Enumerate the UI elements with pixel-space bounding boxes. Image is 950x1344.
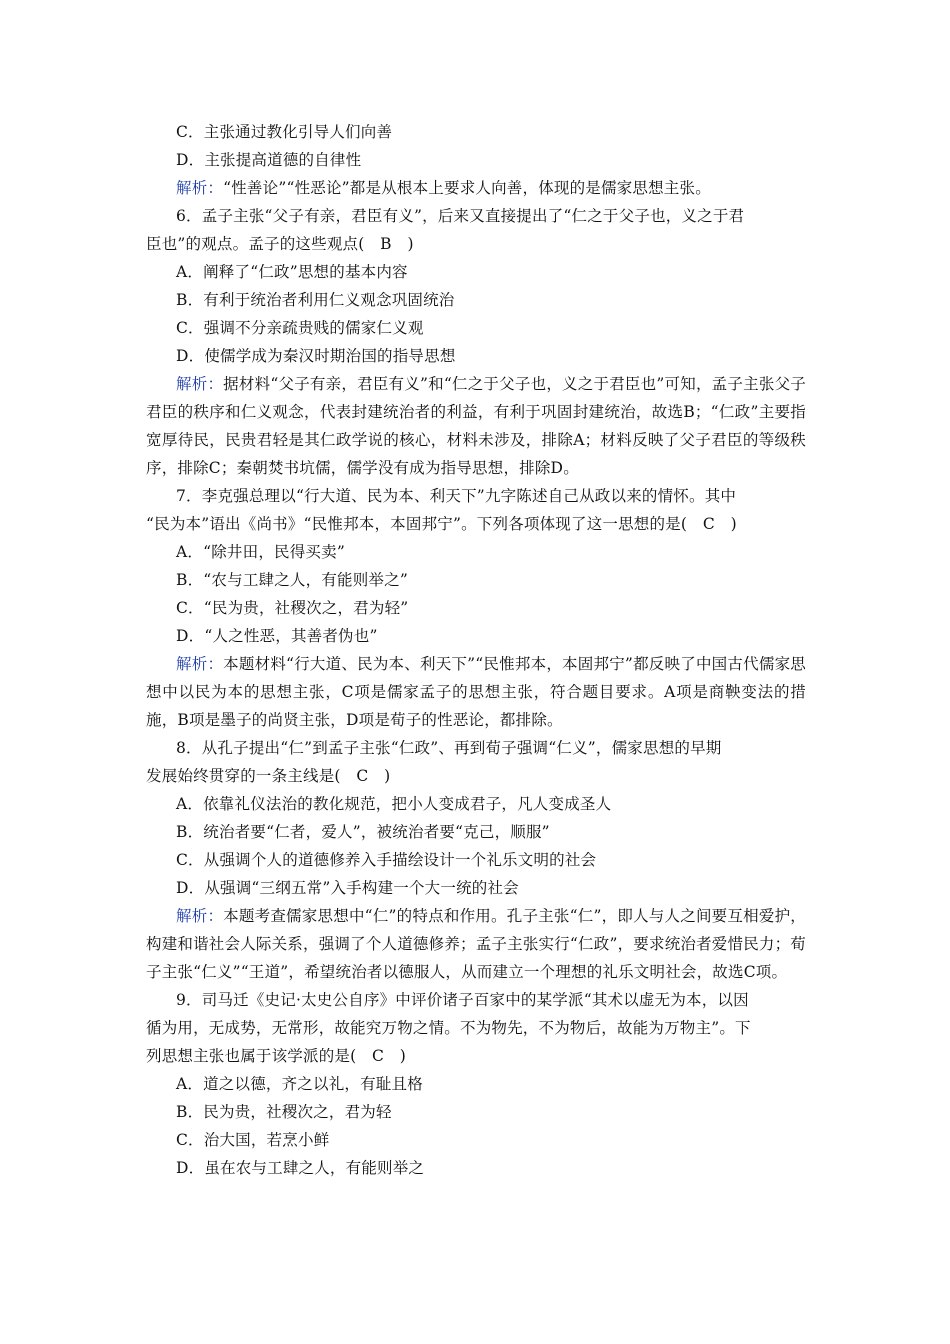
q7-option-c: C．“民为贵，社稷次之，君为轻” — [176, 599, 409, 617]
q8-option-b: B．统治者要“仁者，爱人”，被统治者要“克己，顺服” — [176, 823, 550, 841]
q6-stem-line2: 臣也”的观点。孟子的这些观点( B ) — [146, 235, 414, 253]
q8-option-c: C．从强调个人的道德修养入手描绘设计一个礼乐文明的社会 — [176, 851, 597, 869]
q5-analysis-text: “性善论”“性恶论”都是从根本上要求人向善，体现的是儒家思想主张。 — [223, 179, 711, 197]
q8-analysis-text: 本题考查儒家思想中“仁”的特点和作用。孔子主张“仁”，即人与人之间要互相爱护，构建和谐社会人际关系，强调了个人道德修养；孟子主张实行“仁政”，要求统治者爱惜民力；荀子主张“仁义”“王道”，希望统治者以德服人，从而建立一个理想的礼乐文明社会，故选C项。 — [146, 907, 806, 981]
analysis-label: 解析： — [176, 907, 224, 925]
q7-option-a: A．“除井田，民得买卖” — [176, 543, 345, 561]
q7-option-b: B．“农与工肆之人，有能则举之” — [176, 571, 408, 589]
q8-option-a: A．依靠礼仪法治的教化规范，把小人变成君子，凡人变成圣人 — [176, 795, 612, 813]
analysis-label: 解析： — [176, 655, 224, 673]
q7-analysis-text: 本题材料“行大道、民为本、利天下”“民惟邦本，本固邦宁”都反映了中国古代儒家思想中以民为本的思想主张，C项是儒家孟子的思想主张，符合题目要求。A项是商鞅变法的措施，B项是墨子的尚贤主张，D项是荀子的性恶论，都排除。 — [146, 655, 806, 729]
q5-option-c: C．主张通过教化引导人们向善 — [176, 123, 393, 141]
q7-stem-line1: 7．李克强总理以“行大道、民为本、利天下”九字陈述自己从政以来的情怀。其中 — [176, 487, 737, 505]
q7-analysis — [146, 650, 806, 734]
q9-stem-line2: 循为用，无成势，无常形，故能究万物之情。不为物先，不为物后，故能为万物主”。下 — [146, 1019, 751, 1037]
q8-analysis — [146, 902, 806, 986]
q6-stem-line1: 6．孟子主张“父子有亲，君臣有义”，后来又直接提出了“仁之于父子也，义之于君 — [176, 207, 745, 225]
q9-option-b: B．民为贵，社稷次之，君为轻 — [176, 1103, 392, 1121]
q5-option-d: D．主张提高道德的自律性 — [176, 151, 362, 169]
q6-analysis-text: 据材料“父子有亲，君臣有义”和“仁之于父子也，义之于君臣也”可知，孟子主张父子君臣的秩序和仁义观念，代表封建统治者的利益，有利于巩固封建统治，故选B；“仁政”主要指宽厚待民，民贵君轻是其仁政学说的核心，材料未涉及，排除A；材料反映了父子君臣的等级秩序，排除C；秦朝焚书坑儒，儒学没有成为指导思想，排除D。 — [146, 375, 806, 477]
q6-analysis — [146, 370, 806, 482]
q9-option-c: C．治大国，若烹小鲜 — [176, 1131, 330, 1149]
analysis-label: 解析： — [176, 375, 224, 393]
q5-analysis — [146, 174, 806, 202]
analysis-label: 解析： — [176, 179, 224, 197]
q7-option-d: D．“人之性恶，其善者伪也” — [176, 627, 378, 645]
q6-option-a: A．阐释了“仁政”思想的基本内容 — [176, 263, 408, 281]
q6-option-d: D．使儒学成为秦汉时期治国的指导思想 — [176, 347, 456, 365]
q9-option-a: A．道之以德，齐之以礼，有耻且格 — [176, 1075, 423, 1093]
q9-option-d: D．虽在农与工肆之人，有能则举之 — [176, 1159, 425, 1177]
q6-option-b: B．有利于统治者利用仁义观念巩固统治 — [176, 291, 455, 309]
q8-stem-line1: 8．从孔子提出“仁”到孟子主张“仁政”、再到荀子强调“仁义”，儒家思想的早期 — [176, 739, 722, 757]
q9-stem-line3: 列思想主张也属于该学派的是( C ) — [146, 1047, 407, 1065]
q6-option-c: C．强调不分亲疏贵贱的儒家仁义观 — [176, 319, 424, 337]
q9-stem-line1: 9．司马迁《史记·太史公自序》中评价诸子百家中的某学派“其术以虚无为本，以因 — [176, 991, 749, 1009]
q8-option-d: D．从强调“三纲五常”入手构建一个大一统的社会 — [176, 879, 519, 897]
q7-stem-line2: “民为本”语出《尚书》“民惟邦本，本固邦宁”。下列各项体现了这一思想的是( C ) — [146, 515, 737, 533]
q8-stem-line2: 发展始终贯穿的一条主线是( C ) — [146, 767, 391, 785]
document-page — [146, 118, 806, 1182]
